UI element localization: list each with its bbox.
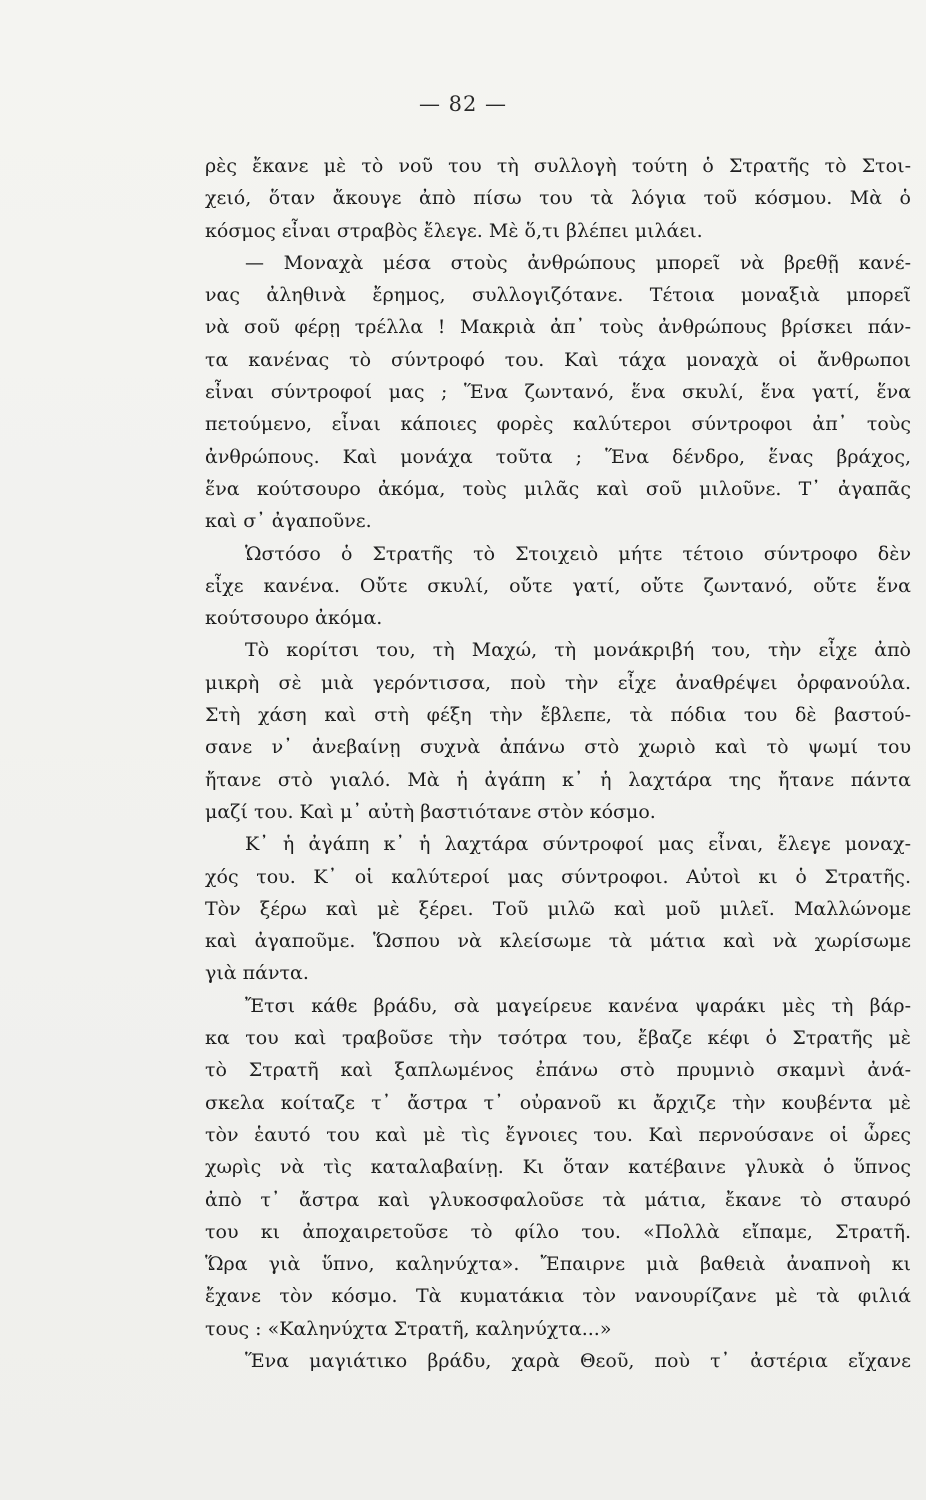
page-number: — 82 — [418, 92, 508, 116]
text-line: ἀνθρώπους. Καὶ μονάχα τοῦτα ; Ἕνα δένδρο, ἕνας βράχος, [205, 445, 911, 468]
body-text [205, 150, 911, 1377]
text-line: του κι ἀποχαιρετοῦσε τὸ φίλο του. «Πολλὰ εἴπαμε, Στρατῆ. [205, 1220, 911, 1243]
text-line: εἶναι σύντροφοί μας ; Ἕνα ζωντανό, ἕνα σκυλί, ἕνα γατί, ἕνα [205, 381, 911, 404]
text-line: καὶ ἀγαποῦμε. Ὥσπου νὰ κλείσωμε τὰ μάτια καὶ νὰ χωρίσωμε [205, 930, 911, 953]
text-line: νὰ σοῦ φέρῃ τρέλλα ! Μακριὰ ἀπ᾽ τοὺς ἀνθρώπους βρίσκει πάν- [205, 316, 911, 339]
text-line: κόσμος εἶναι στραβὸς ἔλεγε. Μὲ ὅ,τι βλέπει μιλάει. [205, 219, 703, 242]
text-line: κα του καὶ τραβοῦσε τὴν τσότρα του, ἔβαζε κέφι ὁ Στρατῆς μὲ [205, 1027, 911, 1050]
text-line: πετούμενο, εἶναι κάποιες φορὲς καλύτεροι σύντροφοι ἀπ᾽ τοὺς [205, 413, 911, 436]
text-line: μαζί του. Καὶ μ᾽ αὐτὴ βαστιότανε στὸν κόσμο. [205, 800, 656, 823]
text-line: εἶχε κανένα. Οὔτε σκυλί, οὔτε γατί, οὔτε ζωντανό, οὔτε ἕνα [205, 574, 911, 597]
text-line: τὸν ἑαυτό του καὶ μὲ τὶς ἔγνοιες του. Καὶ περνούσανε οἱ ὧρες [205, 1123, 911, 1146]
text-line: τα κανένας τὸ σύντροφό του. Καὶ τάχα μοναχὰ οἱ ἄνθρωποι [205, 348, 911, 371]
text-line: Ὥρα γιὰ ὕπνο, καληνύχτα». Ἔπαιρνε μιὰ βαθειὰ ἀναπνοὴ κι [205, 1253, 911, 1276]
text-line: ρὲς ἔκανε μὲ τὸ νοῦ του τὴ συλλογὴ τούτη ὁ Στρατῆς τὸ Στοι- [205, 155, 911, 177]
text-line: Στὴ χάση καὶ στὴ φέξη τὴν ἔβλεπε, τὰ πόδια του δὲ βαστού- [205, 704, 911, 727]
text-line: χός του. Κ᾽ οἱ καλύτεροί μας σύντροφοι. Αὐτοὶ κι ὁ Στρατῆς. [205, 865, 911, 888]
text-line: Ἔτσι κάθε βράδυ, σὰ μαγείρευε κανένα ψαράκι μὲς τὴ βάρ- [245, 994, 911, 1017]
text-line: Ἕνα μαγιάτικο βράδυ, χαρὰ Θεοῦ, ποὺ τ᾽ ἀστέρια εἴχανε [245, 1349, 911, 1372]
text-line: ἔχανε τὸν κόσμο. Τὰ κυματάκια τὸν νανουρίζανε μὲ τὰ φιλιά [205, 1285, 911, 1308]
text-line: χωρὶς νὰ τὶς καταλαβαίνῃ. Κι ὅταν κατέβαινε γλυκὰ ὁ ὕπνος [205, 1156, 911, 1179]
text-line: κούτσουρο ἀκόμα. [205, 607, 383, 630]
text-line: χειό, ὅταν ἄκουγε ἀπὸ πίσω του τὰ λόγια τοῦ κόσμου. Μὰ ὁ [205, 187, 911, 210]
text-line: τὸ Στρατῆ καὶ ξαπλωμένος ἐπάνω στὸ πρυμνιὸ σκαμνὶ ἀνά- [205, 1059, 911, 1082]
text-line: — Μοναχὰ μέσα στοὺς ἀνθρώπους μπορεῖ νὰ βρεθῇ κανέ- [245, 251, 911, 274]
text-line: μικρὴ σὲ μιὰ γερόντισσα, ποὺ τὴν εἶχε ἀναθρέψει ὀρφανούλα. [205, 671, 911, 694]
text-line: Ὡστόσο ὁ Στρατῆς τὸ Στοιχειὸ μήτε τέτοιο σύντροφο δὲν [245, 542, 911, 565]
text-line: γιὰ πάντα. [205, 962, 309, 985]
text-line: καὶ σ᾽ ἀγαποῦνε. [205, 510, 372, 533]
text-line: Κ᾽ ἡ ἀγάπη κ᾽ ἡ λαχτάρα σύντροφοί μας εἶναι, ἔλεγε μοναχ- [245, 833, 911, 856]
text-line: τους : «Καληνύχτα Στρατῆ, καληνύχτα...» [205, 1317, 612, 1340]
text-line: ἀπὸ τ᾽ ἄστρα καὶ γλυκοσφαλοῦσε τὰ μάτια, ἔκανε τὸ σταυρό [205, 1188, 911, 1211]
text-line: ἕνα κούτσουρο ἀκόμα, τοὺς μιλᾶς καὶ σοῦ μιλοῦνε. Τ᾽ ἀγαπᾶς [205, 477, 911, 500]
text-line: σκελα κοίταζε τ᾽ ἄστρα τ᾽ οὐρανοῦ κι ἄρχιζε τὴν κουβέντα μὲ [205, 1091, 911, 1114]
text-line: νας ἀληθινὰ ἔρημος, συλλογιζότανε. Τέτοια μοναξιὰ μπορεῖ [205, 284, 911, 307]
text-line: Τὸν ξέρω καὶ μὲ ξέρει. Τοῦ μιλῶ καὶ μοῦ μιλεῖ. Μαλλώνομε [205, 897, 911, 920]
text-line: σανε ν᾽ ἀνεβαίνῃ συχνὰ ἀπάνω στὸ χωριὸ καὶ τὸ ψωμί του [205, 736, 911, 759]
text-line: Τὸ κορίτσι του, τὴ Μαχώ, τὴ μονάκριβή του, τὴν εἶχε ἀπὸ [245, 639, 911, 662]
text-line: ἤτανε στὸ γιαλό. Μὰ ἡ ἀγάπη κ᾽ ἡ λαχτάρα της ἤτανε πάντα [205, 768, 911, 791]
